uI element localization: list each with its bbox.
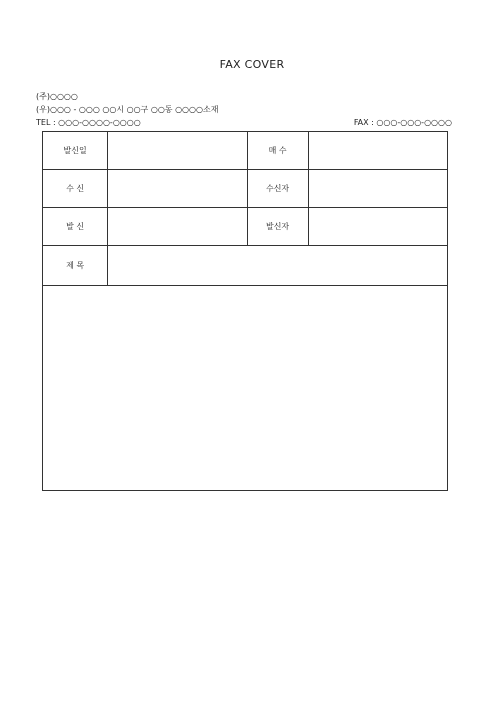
recipient-field[interactable] (308, 170, 447, 208)
receiver-field[interactable] (108, 170, 247, 208)
sender-person-field[interactable] (308, 208, 447, 246)
sender-field[interactable] (108, 208, 247, 246)
form-row-sender (43, 208, 448, 246)
recipient-label: 수신자 (247, 170, 308, 208)
fax-number: FAX : ○○○-○○○-○○○○ (353, 118, 452, 127)
send-date-field[interactable] (108, 132, 247, 170)
subject-label: 제 목 (43, 246, 108, 286)
tel-number: TEL : ○○○-○○○○-○○○○ (36, 118, 141, 127)
subject-field[interactable] (108, 246, 448, 286)
company-name: (주)○○○○ (36, 92, 78, 101)
sender-person-label: 발신자 (247, 208, 308, 246)
form-row-send-date (43, 132, 448, 170)
message-body-area[interactable] (43, 286, 448, 491)
form-row-subject (43, 246, 448, 286)
pages-field[interactable] (308, 132, 447, 170)
receiver-label: 수 신 (43, 170, 108, 208)
sender-label: 발 신 (43, 208, 108, 246)
fax-cover-form (42, 131, 448, 491)
pages-label: 매 수 (247, 132, 308, 170)
form-row-body (43, 286, 448, 491)
company-address: (우)○○○ - ○○○ ○○시 ○○구 ○○동 ○○○○소재 (36, 105, 219, 114)
page-title: FAX COVER (219, 58, 285, 71)
send-date-label: 발신일 (43, 132, 108, 170)
form-row-receiver (43, 170, 448, 208)
